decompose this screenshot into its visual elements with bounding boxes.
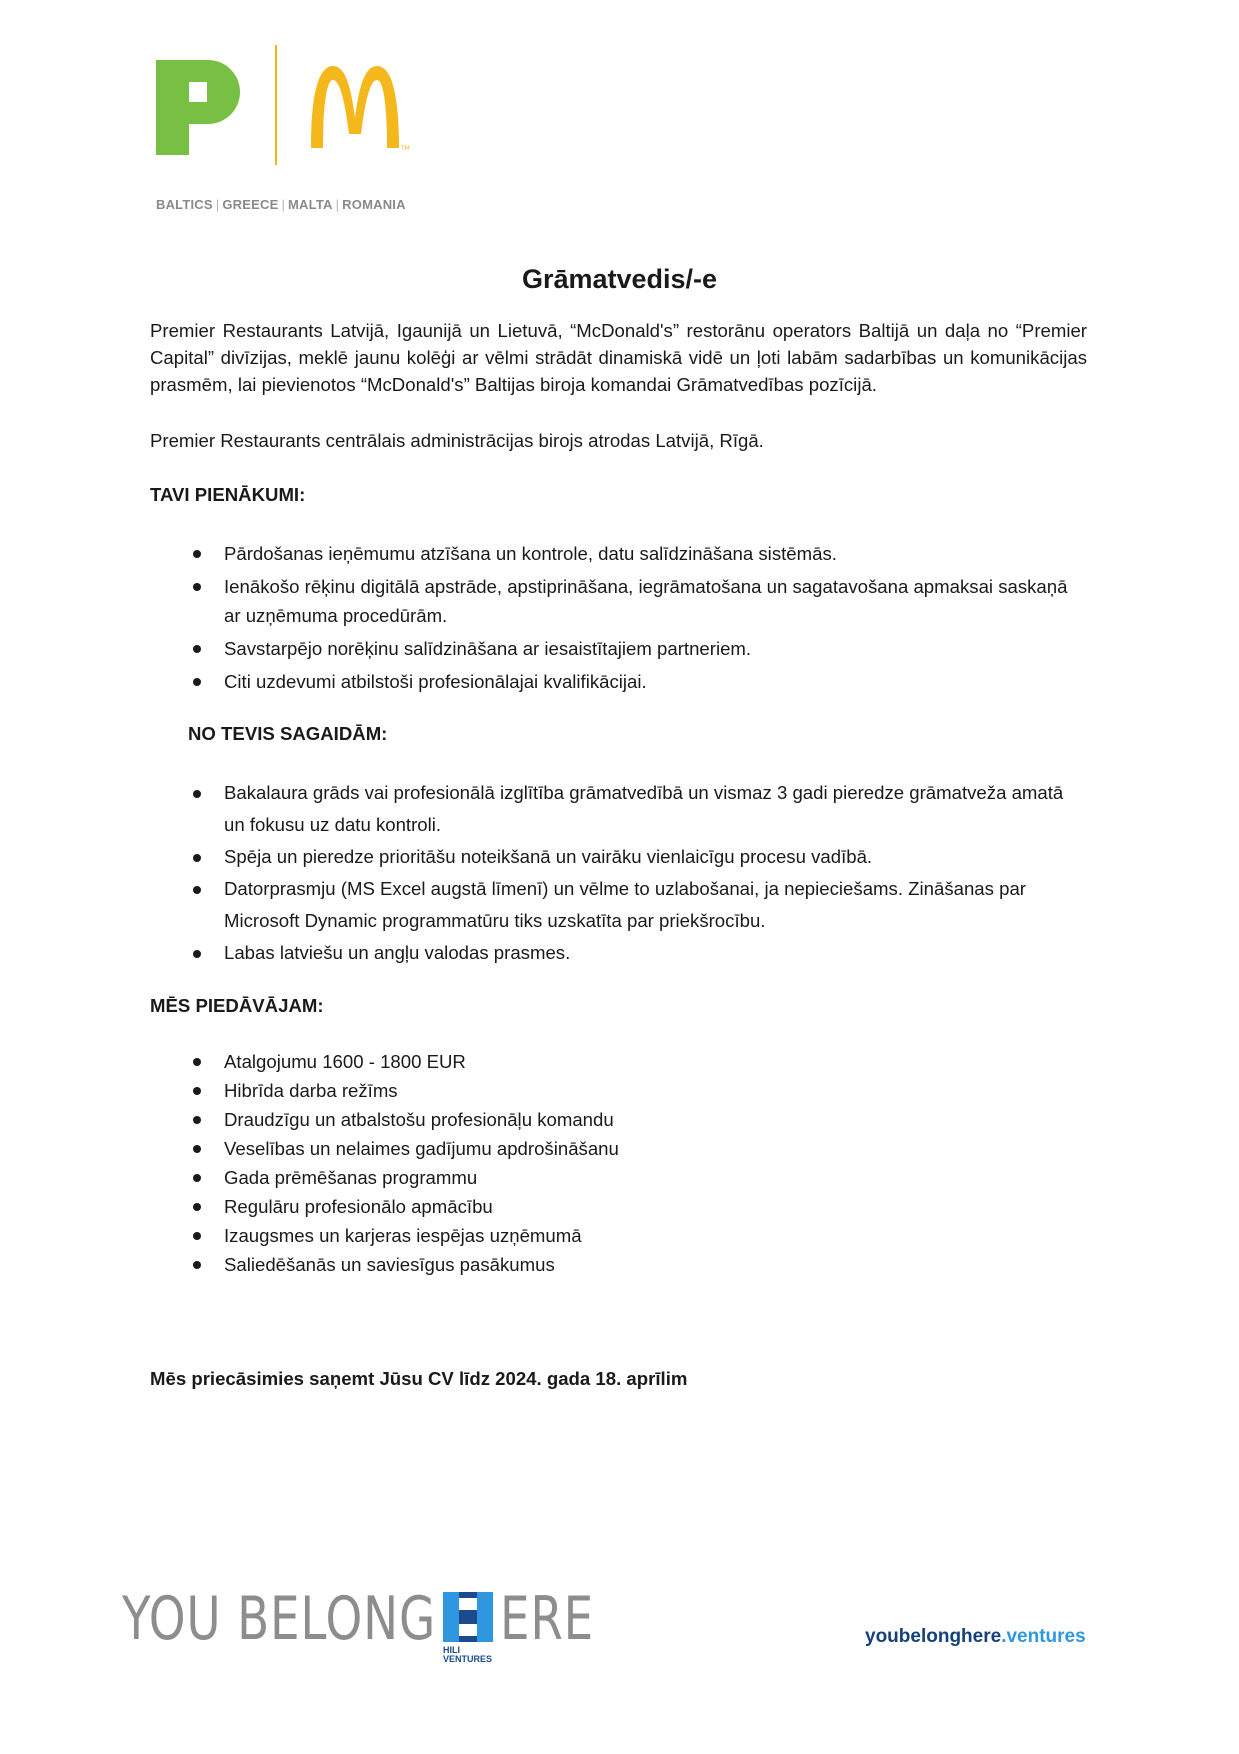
duties-list: [150, 539, 1087, 700]
list-item: Draudzīgu un atbalstošu profesionāļu komandu: [150, 1105, 1087, 1134]
duties-heading: TAVI PIENĀKUMI:: [150, 484, 306, 505]
region-baltics: BALTICS: [156, 197, 213, 212]
svg-text:TM: TM: [401, 145, 410, 152]
list-item: Datorprasmju (MS Excel augstā līmenī) un vēlme to uzlabošanai, ja nepieciešams. Zināšanas par Microsoft Dynamic programmatūru tiks uzskatīta par priekšrocību.: [150, 873, 1087, 937]
mcdonalds-arches-logo: [307, 62, 417, 152]
hili-h-icon: [443, 1592, 493, 1642]
intro-paragraph: Premier Restaurants Latvijā, Igaunijā un Lietuvā, “McDonald's” restorānu operators Baltijā un daļa no “Premier Capital” divīzijas, meklē jaunu kolēģi ar vēlmi strādāt dinamiskā vidē un ļoti labām sadarbības un komunikācijas prasmēm, lai pievienotos “McDonald's” Baltijas biroja komandai Grāmatvedības pozīcijā.: [150, 320, 1087, 395]
offer-list: [150, 1047, 1087, 1279]
region-malta: MALTA: [288, 197, 333, 212]
list-item: Saliedēšanās un saviesīgus pasākumus: [150, 1250, 1087, 1279]
list-item: Izaugsmes un karjeras iespējas uzņēmumā: [150, 1221, 1087, 1250]
slogan-left: YOU BELONG: [122, 1584, 436, 1654]
list-item: Hibrīda darba režīms: [150, 1076, 1087, 1105]
url-extension: .ventures: [1001, 1626, 1086, 1647]
list-item: Bakalaura grāds vai profesionālā izglītība grāmatvedībā un vismaz 3 gadi pieredze grāmatveža amatā un fokusu uz datu kontroli.: [150, 777, 1087, 841]
location-paragraph: Premier Restaurants centrālais administrācijas birojs atrodas Latvijā, Rīgā.: [150, 430, 764, 451]
list-item: Atalgojumu 1600 - 1800 EUR: [150, 1047, 1087, 1076]
list-item: Citi uzdevumi atbilstoši profesionālajai kvalifikācijai.: [150, 667, 1087, 696]
list-item: Spēja un pieredze prioritāšu noteikšanā un vairāku vienlaicīgu procesu vadībā.: [150, 841, 1087, 873]
slogan-right: ERE: [500, 1584, 595, 1654]
offer-heading: MĒS PIEDĀVĀJAM:: [150, 995, 324, 1016]
list-item: Veselības un nelaimes gadījumu apdrošināšanu: [150, 1134, 1087, 1163]
hili-ventures-label: [443, 1646, 492, 1664]
region-romania: ROMANIA: [342, 197, 406, 212]
list-item: Gada prēmēšanas programmu: [150, 1163, 1087, 1192]
region-greece: GREECE: [222, 197, 279, 212]
requirements-heading: NO TEVIS SAGAIDĀM:: [188, 723, 388, 744]
list-item: Savstarpējo norēķinu salīdzināšana ar iesaistītajiem partneriem.: [150, 634, 1087, 663]
footer-website-link[interactable]: [865, 1626, 1086, 1648]
requirements-list: [150, 777, 1087, 969]
list-item: Regulāru profesionālo apmācību: [150, 1192, 1087, 1221]
closing-note: Mēs priecāsimies saņemt Jūsu CV līdz 2024. gada 18. aprīlim: [150, 1368, 688, 1389]
regions-tagline: BALTICS | GREECE | MALTA | ROMANIA: [156, 197, 406, 212]
logo-divider: [275, 45, 277, 165]
list-item: Ienākošo rēķinu digitālā apstrāde, apstiprināšana, iegrāmatošana un sagatavošana apmaksai saskaņā ar uzņēmuma procedūrām.: [150, 572, 1087, 630]
hili-label-line-1: HILI: [443, 1645, 460, 1655]
premier-p-logo: [156, 60, 240, 155]
list-item: Labas latviešu un angļu valodas prasmes.: [150, 937, 1087, 969]
url-main: youbelonghere: [865, 1626, 1002, 1647]
document-title: Grāmatvedis/-e: [521, 264, 718, 294]
hili-label-line-2: VENTURES: [443, 1654, 493, 1664]
list-item: Pārdošanas ieņēmumu atzīšana un kontrole, datu salīdzināšana sistēmās.: [150, 539, 1087, 568]
